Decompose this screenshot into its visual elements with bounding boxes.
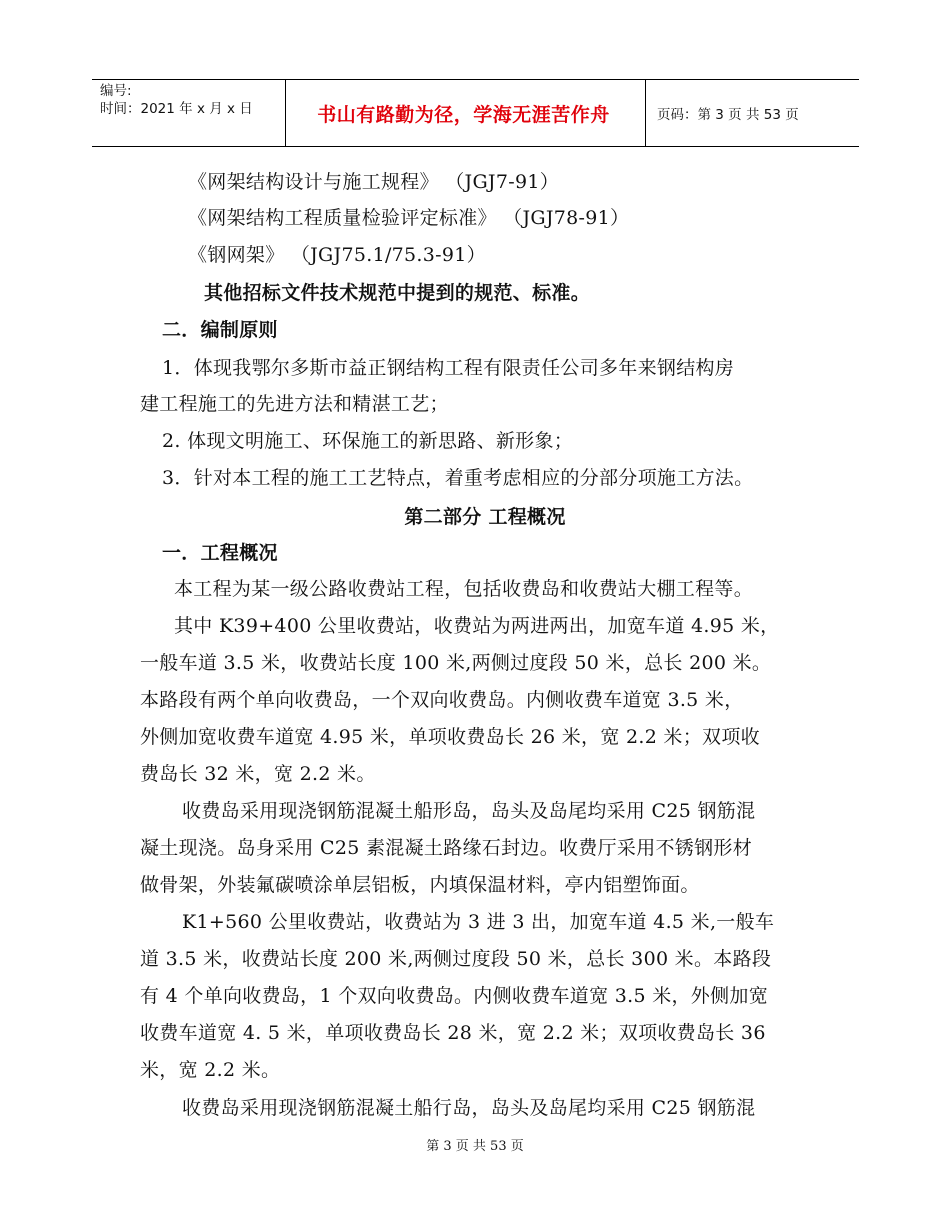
part-heading: 第二部分 工程概况 [404,506,566,528]
paragraph-line: 建工程施工的先进方法和精湛工艺； [140,393,449,415]
paragraph-line: 2. 体现文明施工、环保施工的新思路、新形象； [162,430,574,452]
paragraph-line: 费岛长 32 米，宽 2.2 米。 [140,763,376,785]
section-heading-principles: 二．编制原则 [162,319,278,341]
paragraph-line: 其中 K39+400 公里收费站，收费站为两进两出，加宽车道 4.95 米， [174,615,780,637]
paragraph-line: K1+560 公里收费站，收费站为 3 进 3 出，加宽车道 4.5 米,一般车 [182,911,775,933]
paragraph-line: 米，宽 2.2 米。 [140,1059,281,1081]
paragraph-line: 外侧加宽收费车道宽 4.95 米，单项收费岛长 26 米，宽 2.2 米；双项收 [140,726,760,748]
paragraph-line: 收费岛采用现浇钢筋混凝土船形岛，岛头及岛尾均采用 C25 钢筋混 [182,800,756,822]
paragraph-line: 一般车道 3.5 米，收费站长度 100 米,两侧过度段 50 米，总长 200 米。 [140,652,772,674]
paragraph-line: 本工程为某一级公路收费站工程，包括收费岛和收费站大棚工程等。 [174,578,754,600]
other-standards-line: 其他招标文件技术规范中提到的规范、标准。 [204,282,591,304]
paragraph-line: 道 3.5 米，收费站长度 200 米,两侧过度段 50 米，总长 300 米。本路段 [140,948,772,970]
header-page-info: 页码：第 3 页 共 53 页 [657,107,799,123]
document-header [92,79,859,147]
paragraph-line: 凝土现浇。岛身采用 C25 素混凝土路缘石封边。收费厅采用不锈钢形材 [140,837,752,859]
document-number-label: 编号: [100,83,132,99]
header-motto: 书山有路勤为径，学海无涯苦作舟 [317,103,610,126]
reference-standard-line: 《网架结构设计与施工规程》 （JGJ7-91） [188,171,560,193]
paragraph-line: 有 4 个单向收费岛，1 个双向收费岛。内侧收费车道宽 3.5 米，外侧加宽 [140,985,768,1007]
paragraph-line: 收费车道宽 4. 5 米，单项收费岛长 28 米，宽 2.2 米；双项收费岛长 36 [140,1022,766,1044]
reference-standard-line: 《钢网架》 （JGJ75.1/75.3-91） [188,244,486,266]
paragraph-line: 3．针对本工程的施工工艺特点，着重考虑相应的分部分项施工方法。 [162,467,754,489]
reference-standard-line: 《网架结构工程质量检验评定标准》 （JGJ78-91） [188,207,630,229]
section-heading-overview: 一．工程概况 [162,542,278,564]
header-meta [100,80,278,146]
page-footer: 第 3 页 共 53 页 [426,1139,524,1154]
paragraph-line: 收费岛采用现浇钢筋混凝土船行岛，岛头及岛尾均采用 C25 钢筋混 [182,1097,756,1119]
header-divider-right [645,80,646,146]
document-time-label: 时间：2021 年 x 月 x 日 [100,101,253,117]
paragraph-line: 本路段有两个单向收费岛，一个双向收费岛。内侧收费车道宽 3.5 米， [140,689,744,711]
paragraph-line: 1．体现我鄂尔多斯市益正钢结构工程有限责任公司多年来钢结构房 [162,357,735,379]
paragraph-line: 做骨架，外装氟碳喷涂单层铝板，内填保温材料，亭内铝塑饰面。 [140,874,700,896]
